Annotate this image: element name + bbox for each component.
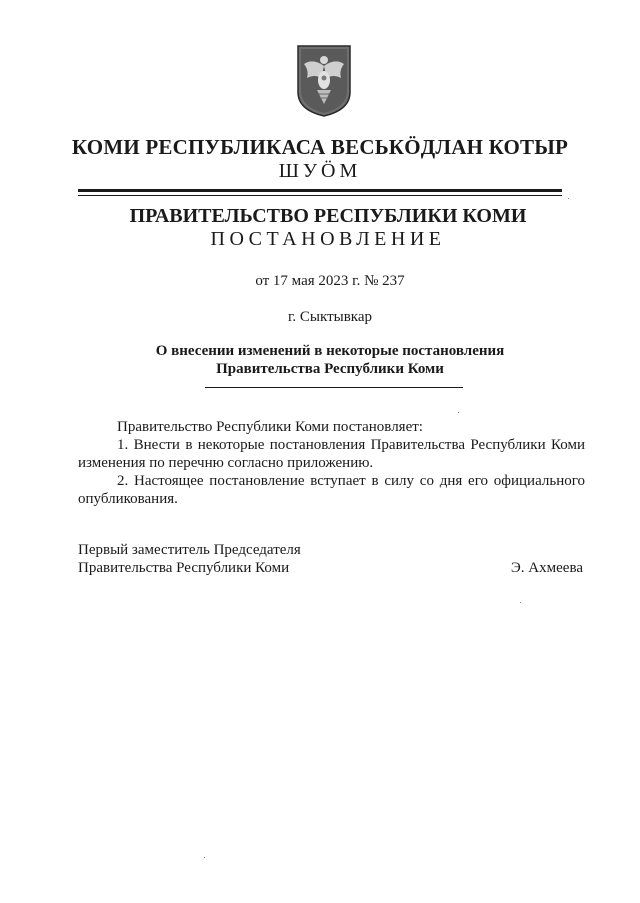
signatory-position-line-1: Первый заместитель Председателя xyxy=(78,542,301,558)
body-item-2: 2. Настоящее постановление вступает в силу со дня его официального опубликования. xyxy=(78,473,585,507)
document-body xyxy=(78,418,585,508)
signatory-position-line-2: Правительства Республики Коми xyxy=(78,560,290,576)
gov-doc-type: ПОСТАНОВЛЕНИЕ xyxy=(210,228,446,250)
komi-coat-of-arms-icon xyxy=(295,44,353,118)
komi-doc-type: ШУÖМ xyxy=(278,160,362,182)
heading-line-2: Правительства Республики Коми xyxy=(216,361,444,377)
signatory-position xyxy=(78,541,301,577)
document-city: г. Сыктывкар xyxy=(287,309,373,325)
scan-speck xyxy=(204,857,205,858)
header-divider-thin xyxy=(78,195,562,196)
komi-org-title: КОМИ РЕСПУБЛИКАСА ВЕСЬКӦДЛАН КОТЫР xyxy=(71,135,569,159)
scan-speck xyxy=(568,198,569,199)
signatory-name: Э. Ахмеева xyxy=(510,560,583,576)
document-date-number: от 17 мая 2023 г. № 237 xyxy=(255,273,405,289)
body-item-1: 1. Внести в некоторые постановления Правительства Республики Коми изменения по перечню согласно приложению. xyxy=(78,437,585,471)
gov-org-title: ПРАВИТЕЛЬСТВО РЕСПУБЛИКИ КОМИ xyxy=(129,205,527,227)
header-divider-thick xyxy=(78,189,562,192)
scan-speck xyxy=(520,602,521,603)
heading-underline xyxy=(205,387,463,388)
document-heading xyxy=(10,342,640,378)
heading-line-1: О внесении изменений в некоторые постановления xyxy=(155,343,505,359)
scan-speck xyxy=(458,412,459,413)
body-intro: Правительство Республики Коми постановляет: xyxy=(117,419,423,435)
